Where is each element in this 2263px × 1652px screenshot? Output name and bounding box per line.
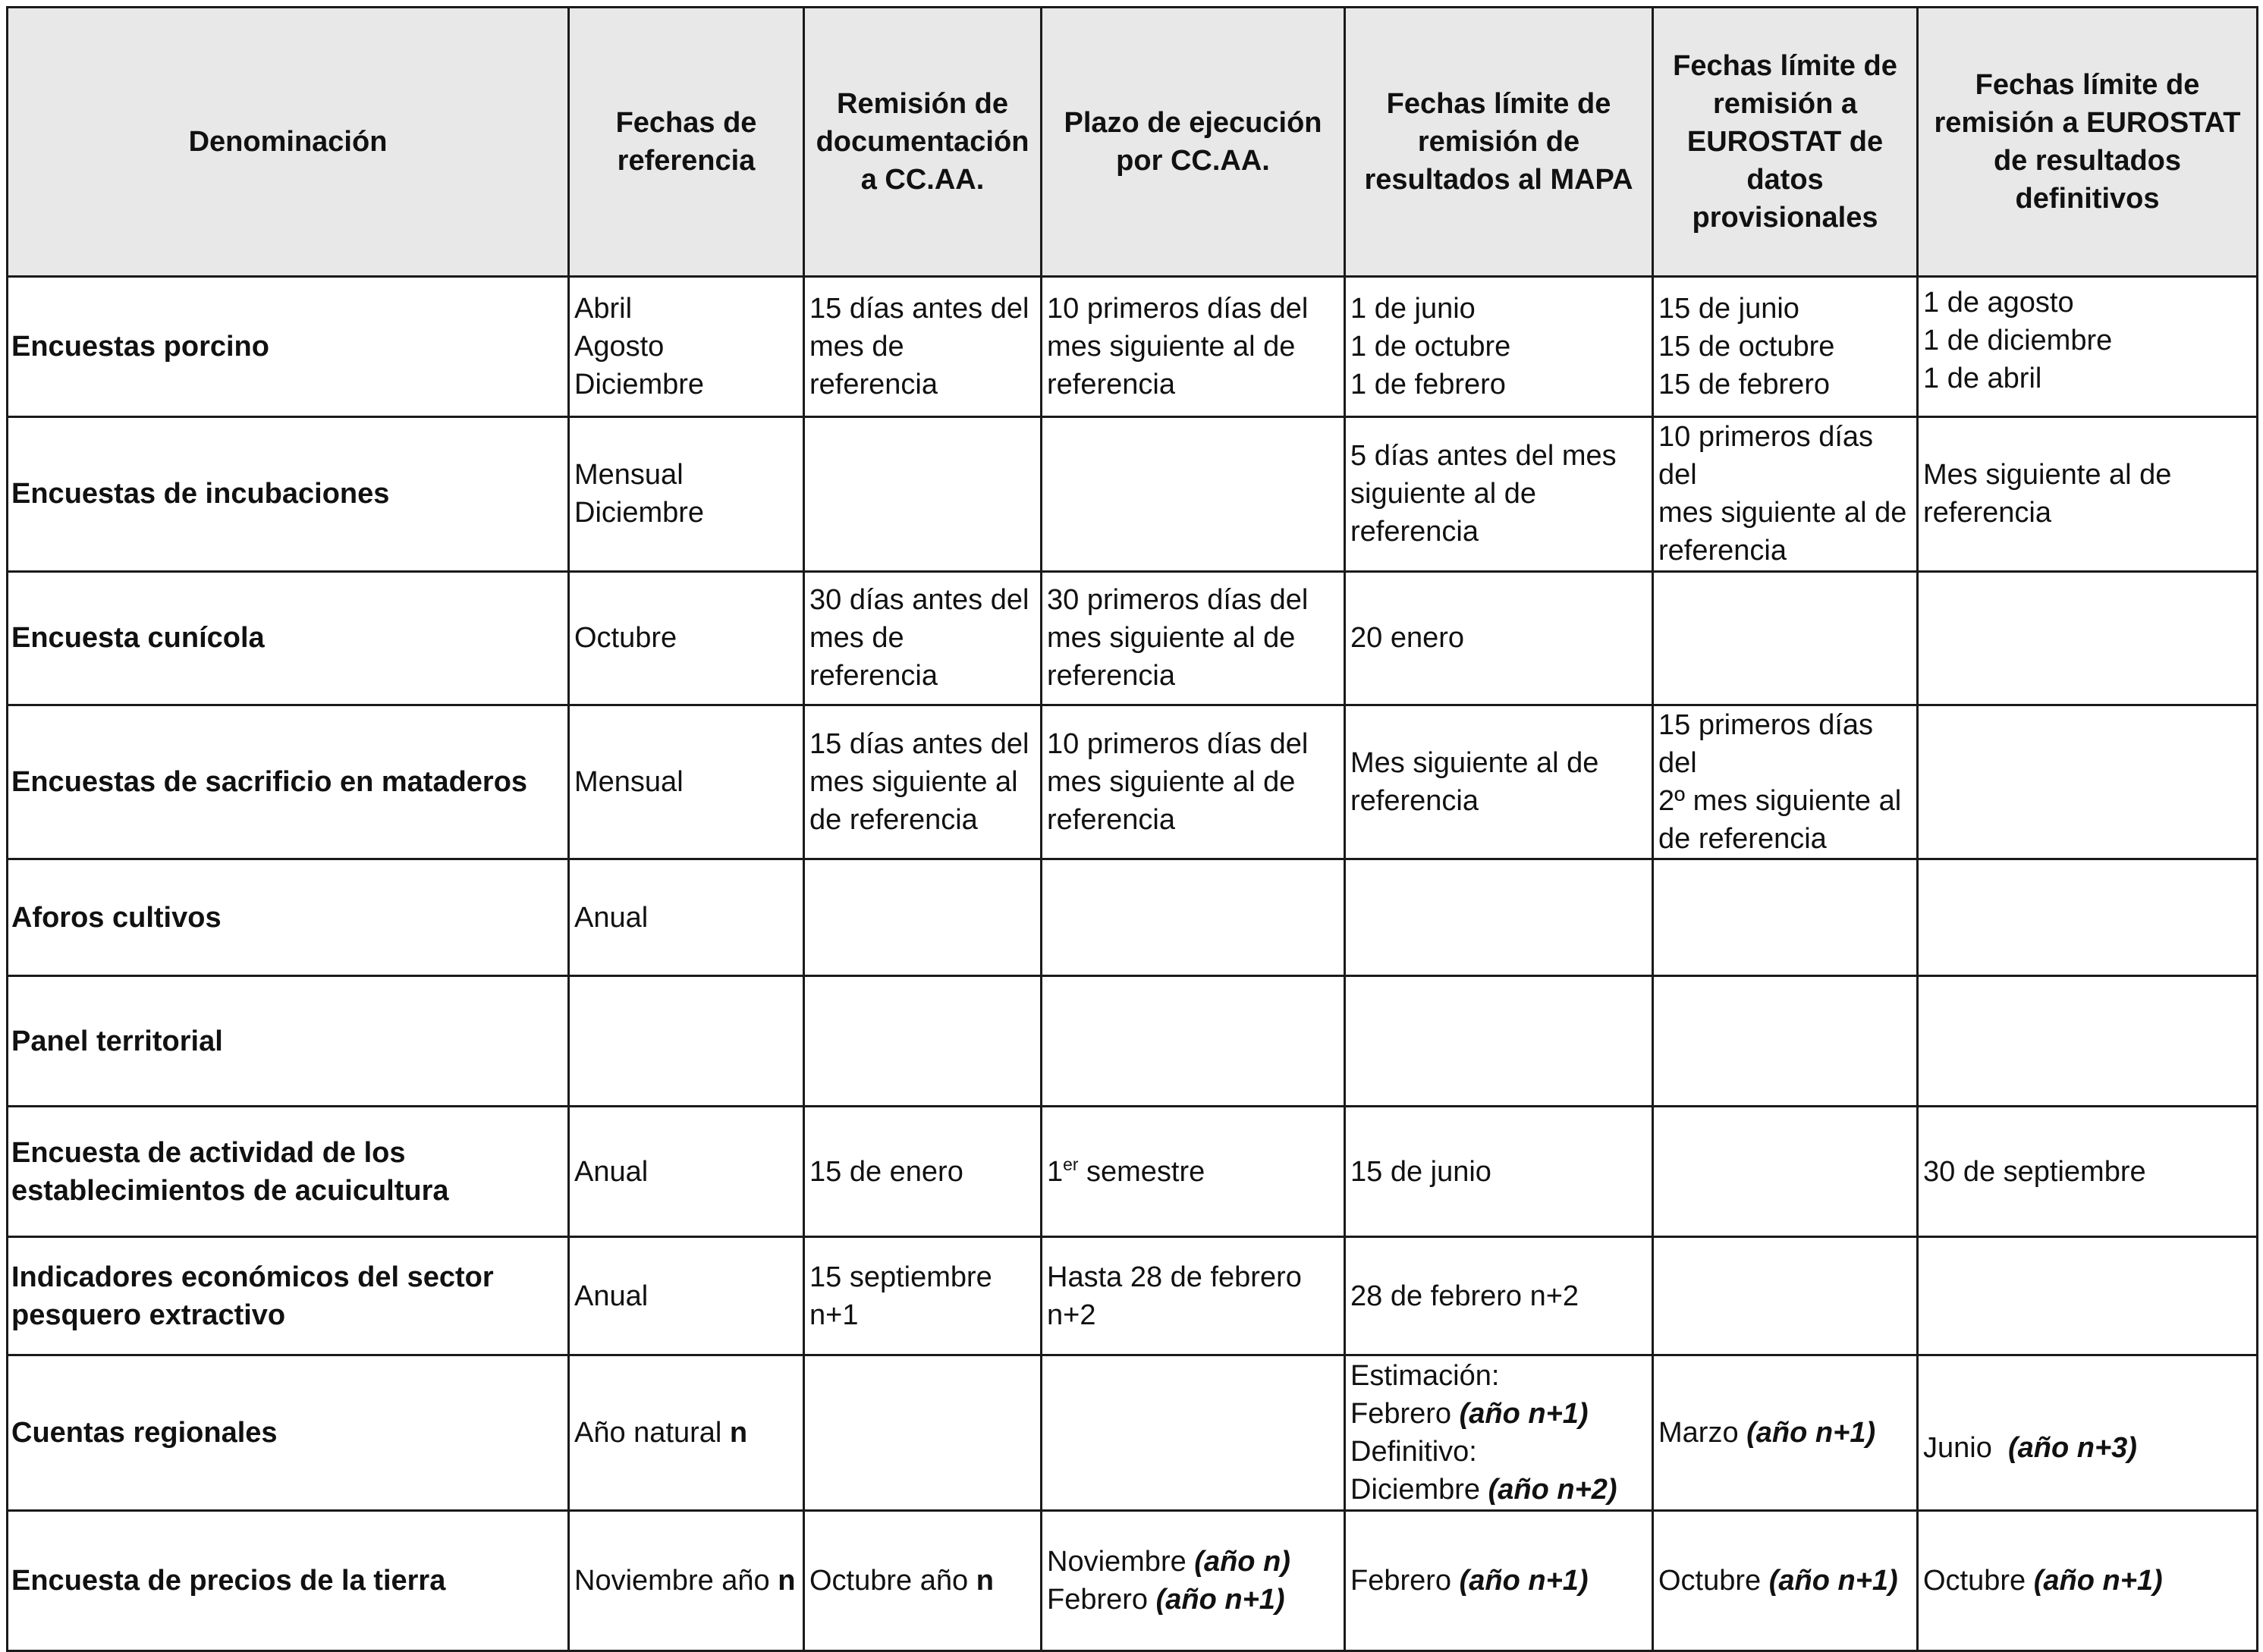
cell-text: semestre	[1078, 1155, 1205, 1188]
cell-text: Año natural	[574, 1417, 730, 1449]
cell-plazo	[1042, 417, 1345, 572]
header-limite-eurostat-definitivos: Fechas límite de remisión a EUROSTAT de resultados definitivos	[1918, 8, 2258, 277]
cell-line: de referencia	[1658, 823, 1827, 856]
cell-line: mes siguiente al de	[1047, 330, 1296, 363]
cell-fechas-referencia	[569, 1511, 804, 1651]
cell-eurostat-definitivos	[1918, 1107, 2258, 1237]
cell-line: Mes siguiente al de	[1923, 459, 2172, 492]
cell-text: Junio	[1923, 1432, 2008, 1465]
cell-line: 15 primeros días del	[1658, 708, 1881, 779]
cell-line: referencia	[1047, 660, 1175, 693]
cell-remision	[804, 1511, 1042, 1651]
header-remision-documentacion: Remisión de documentación a CC.AA.	[804, 8, 1042, 277]
cell-line: 15 días antes del	[809, 727, 1029, 760]
cell-line: mes de referencia	[809, 622, 938, 693]
cell-line: n+2	[1047, 1299, 1096, 1331]
cell-text-emphasis: (año n+1)	[1459, 1565, 1589, 1597]
cell-line: 1 de febrero	[1350, 369, 1506, 401]
cell-mapa	[1345, 277, 1653, 417]
cell-text-emphasis: (año n+1)	[1459, 1398, 1589, 1431]
cell-eurostat-definitivos	[1918, 571, 2258, 705]
cell-text: Febrero	[1350, 1565, 1460, 1597]
cell-line: Estimación:	[1350, 1359, 1500, 1392]
cell-line: mes de referencia	[809, 330, 938, 401]
cell-plazo	[1042, 1107, 1345, 1237]
cell-text-emphasis: (año n+2)	[1488, 1474, 1617, 1506]
cell-text-emphasis: (año n+1)	[1768, 1565, 1898, 1597]
cell-line: Definitivo:	[1350, 1436, 1477, 1468]
table-row	[8, 1237, 2258, 1355]
table-row	[8, 859, 2258, 976]
table-row	[8, 705, 2258, 859]
cell-line: de referencia	[809, 804, 978, 837]
header-limite-mapa: Fechas límite de remisión de resultados al MAPA	[1345, 8, 1653, 277]
cell-text-emphasis: (año n+1)	[1746, 1417, 1876, 1449]
cell-text-emphasis: (año n+1)	[1155, 1584, 1285, 1616]
cell-text: Diciembre	[1350, 1474, 1488, 1506]
table-row	[8, 1511, 2258, 1651]
cell-line: 10 primeros días del	[1047, 727, 1309, 760]
cell-line: mes siguiente al de	[1047, 765, 1296, 798]
cell-line: 30 primeros días del	[1047, 583, 1309, 616]
cell-line: Diciembre	[574, 369, 705, 401]
cell-remision	[804, 1237, 1042, 1355]
cell-line: Diciembre	[574, 497, 705, 529]
cell-eurostat-provisionales	[1653, 571, 1918, 705]
cell-mapa	[1345, 1237, 1653, 1355]
cell-plazo	[1042, 1237, 1345, 1355]
cell-line: 15 de octubre	[1658, 330, 1835, 363]
cell-eurostat-definitivos	[1918, 1355, 2258, 1511]
cell-line: 1 de abril	[1923, 363, 2042, 395]
cell-line: referencia	[1047, 804, 1175, 837]
cell-line: referencia	[1658, 535, 1787, 567]
cell-eurostat-definitivos	[1918, 1511, 2258, 1651]
cell-line: 2º mes siguiente al	[1658, 784, 1902, 817]
cell-fechas-referencia	[569, 1355, 804, 1511]
cell-remision	[804, 1355, 1042, 1511]
ordinal-superscript: er	[1063, 1154, 1079, 1174]
cell-line: 10 primeros días del	[1658, 421, 1881, 492]
cell-plazo	[1042, 571, 1345, 705]
cell-plazo	[1042, 976, 1345, 1107]
row-name: Encuesta de actividad de los establecimientos de acuicultura	[8, 1107, 569, 1237]
cell-line: referencia	[1350, 516, 1479, 548]
cell-mapa	[1345, 1107, 1653, 1237]
cell-mapa	[1345, 571, 1653, 705]
table-row	[8, 277, 2258, 417]
cell-eurostat-definitivos	[1918, 976, 2258, 1107]
cell-remision	[804, 859, 1042, 976]
cell-line	[1350, 1471, 1647, 1509]
cell-eurostat-definitivos	[1918, 277, 2258, 417]
cell-text-emphasis: (año n+3)	[2007, 1432, 2137, 1465]
cell-line: Octubre	[574, 622, 677, 655]
cell-line: 5 días antes del mes	[1350, 440, 1617, 473]
row-name: Aforos cultivos	[8, 859, 569, 976]
cell-eurostat-provisionales	[1653, 1511, 1918, 1651]
cell-eurostat-provisionales	[1653, 859, 1918, 976]
cell-line: 15 de enero	[809, 1155, 963, 1188]
cell-plazo	[1042, 1511, 1345, 1651]
cell-line: mes siguiente al	[809, 765, 1018, 798]
header-denominacion: Denominación	[8, 8, 569, 277]
cell-eurostat-definitivos	[1918, 859, 2258, 976]
cell-line: Anual	[574, 1280, 649, 1312]
cell-eurostat-provisionales	[1653, 976, 1918, 1107]
cell-line	[1047, 1543, 1339, 1581]
row-name: Encuesta cunícola	[8, 571, 569, 705]
cell-fechas-referencia	[569, 1107, 804, 1237]
cell-line: 1 de junio	[1350, 292, 1476, 325]
cell-remision	[804, 571, 1042, 705]
cell-mapa	[1345, 1355, 1653, 1511]
cell-line: 15 días antes del	[809, 292, 1029, 325]
cell-line: 15 septiembre n+1	[809, 1261, 1001, 1331]
cell-mapa	[1345, 859, 1653, 976]
cell-text-bold: n	[729, 1417, 748, 1449]
cell-line	[1350, 1395, 1647, 1433]
cell-plazo	[1042, 705, 1345, 859]
cell-eurostat-provisionales	[1653, 1355, 1918, 1511]
cell-eurostat-provisionales	[1653, 1237, 1918, 1355]
cell-line: 15 de junio	[1350, 1155, 1491, 1188]
table-row	[8, 976, 2258, 1107]
cell-text: Octubre	[1658, 1565, 1769, 1597]
cell-line: Abril	[574, 292, 633, 325]
cell-mapa	[1345, 976, 1653, 1107]
cell-text: Noviembre año	[574, 1565, 778, 1597]
cell-remision	[804, 1107, 1042, 1237]
cell-mapa	[1345, 417, 1653, 572]
cell-text: Marzo	[1658, 1417, 1747, 1449]
row-name: Indicadores económicos del sector pesquero extractivo	[8, 1237, 569, 1355]
row-name: Encuestas porcino	[8, 277, 569, 417]
cell-line: siguiente al de	[1350, 478, 1537, 510]
cell-eurostat-definitivos	[1918, 417, 2258, 572]
cell-fechas-referencia	[569, 417, 804, 572]
row-name: Panel territorial	[8, 976, 569, 1107]
cell-line: 28 de febrero n+2	[1350, 1280, 1579, 1312]
cell-line: 30 días antes del	[809, 583, 1029, 616]
cell-line: referencia	[1047, 369, 1175, 401]
cell-line: Mensual	[574, 459, 684, 492]
cell-eurostat-definitivos	[1918, 705, 2258, 859]
table-row	[8, 1107, 2258, 1237]
cell-mapa	[1345, 1511, 1653, 1651]
row-name: Encuestas de incubaciones	[8, 417, 569, 572]
cell-line: Agosto	[574, 330, 665, 363]
cell-text: 1	[1047, 1155, 1064, 1188]
cell-fechas-referencia	[569, 976, 804, 1107]
cell-line: Anual	[574, 1155, 649, 1188]
cell-line: 20 enero	[1350, 622, 1465, 655]
row-name: Encuesta de precios de la tierra	[8, 1511, 569, 1651]
cell-line: 15 de febrero	[1658, 369, 1831, 401]
cell-line: 1 de diciembre	[1923, 325, 2113, 357]
cell-fechas-referencia	[569, 705, 804, 859]
cell-line: Mensual	[574, 765, 684, 798]
header-limite-eurostat-provisionales: Fechas límite de remisión a EUROSTAT de datos provisionales	[1653, 8, 1918, 277]
cell-remision	[804, 705, 1042, 859]
row-name: Cuentas regionales	[8, 1355, 569, 1511]
cell-line: Mes siguiente al de	[1350, 746, 1599, 779]
cell-line: 1 de agosto	[1923, 287, 2074, 319]
cell-fechas-referencia	[569, 859, 804, 976]
cell-line: 30 de septiembre	[1923, 1155, 2146, 1188]
cell-text-emphasis: (año n)	[1194, 1546, 1290, 1578]
cell-eurostat-provisionales	[1653, 705, 1918, 859]
row-name: Encuestas de sacrificio en mataderos	[8, 705, 569, 859]
table-row	[8, 417, 2258, 572]
cell-text: Octubre año	[809, 1565, 976, 1597]
cell-text-emphasis: (año n+1)	[2033, 1565, 2163, 1597]
cell-line: 15 de junio	[1658, 292, 1799, 325]
cell-line: Anual	[574, 901, 649, 934]
cell-eurostat-provisionales	[1653, 417, 1918, 572]
table-row	[8, 1355, 2258, 1511]
cell-plazo	[1042, 859, 1345, 976]
table-row	[8, 571, 2258, 705]
cell-fechas-referencia	[569, 1237, 804, 1355]
cell-eurostat-provisionales	[1653, 1107, 1918, 1237]
cell-line: mes siguiente al de	[1047, 622, 1296, 655]
cell-text: Febrero	[1047, 1584, 1156, 1616]
cell-line: 1 de octubre	[1350, 330, 1511, 363]
cell-text-bold: n	[778, 1565, 796, 1597]
header-row	[8, 8, 2258, 277]
cell-remision	[804, 976, 1042, 1107]
cell-text: Febrero	[1350, 1398, 1460, 1431]
cell-text-bold: n	[976, 1565, 994, 1597]
cell-line: mes siguiente al de	[1658, 497, 1907, 529]
cell-plazo	[1042, 277, 1345, 417]
cell-plazo	[1042, 1355, 1345, 1511]
cell-line	[1047, 1581, 1339, 1619]
cell-text: Noviembre	[1047, 1546, 1195, 1578]
header-plazo-ejecucion: Plazo de ejecución por CC.AA.	[1042, 8, 1345, 277]
cell-eurostat-definitivos	[1918, 1237, 2258, 1355]
schedule-table	[6, 6, 2258, 1652]
cell-text: Octubre	[1923, 1565, 2034, 1597]
cell-fechas-referencia	[569, 571, 804, 705]
cell-line: referencia	[1923, 497, 2051, 529]
cell-mapa	[1345, 705, 1653, 859]
cell-fechas-referencia	[569, 277, 804, 417]
cell-line: Hasta 28 de febrero	[1047, 1261, 1302, 1293]
cell-line: referencia	[1350, 784, 1479, 817]
cell-line: 10 primeros días del	[1047, 292, 1309, 325]
header-fechas-referencia: Fechas de referencia	[569, 8, 804, 277]
cell-eurostat-provisionales	[1653, 277, 1918, 417]
cell-remision	[804, 277, 1042, 417]
cell-remision	[804, 417, 1042, 572]
